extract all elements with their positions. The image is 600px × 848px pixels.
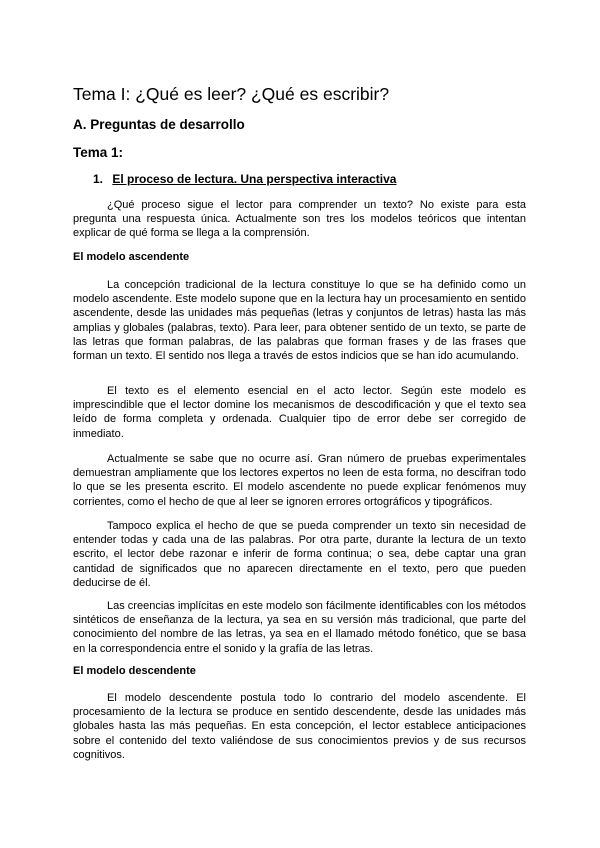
descendente-paragraph-1: El modelo descendente postula todo lo contrario del modelo ascendente. El procesamiento de la lectura se produce en sentido descendente, desde las unidades más globales hasta las más pequeñas. En esta concepción, el lector establece anticipaciones sobre el contenido del texto valiéndose de sus conocimientos previos y de sus recursos cognitivos. [73,692,526,761]
intro-paragraph: ¿Qué proceso sigue el lector para comprender un texto? No existe para esta pregunta una respuesta única. Actualmente son tres los modelos teóricos que intentan explicar de qué forma se llega a la comprensión. [73,199,526,240]
document-title: Tema I: ¿Qué es leer? ¿Qué es escribir? [73,84,390,104]
question-number: 1. [93,172,104,186]
ascendente-paragraph-3: Actualmente se sabe que no ocurre así. Gran número de pruebas experimentales demuestran ampliamente que los lectores expertos no leen de esta forma, no descifran todo lo que se les presenta escrito. El modelo ascendente no puede explicar fenómenos muy corrientes, como el hecho de que al leer se ignoren errores ortográficos y tipográficos. [73,453,526,508]
descendente-heading: El modelo descendente [73,665,196,677]
ascendente-paragraph-5: Las creencias implícitas en este modelo son fácilmente identificables con los métodos sintéticos de enseñanza de la lectura, ya sea en su versión más tradicional, que parte del conocimiento del nombre de las letras, ya sea en el llamado método fonético, que se basa en la correspondencia entre el sonido y la grafía de las letras. [73,600,526,655]
question-title: El proceso de lectura. Una perspectiva interactiva [112,172,397,186]
question-heading [93,172,396,186]
topic-heading: Tema 1: [73,145,124,160]
ascendente-paragraph-4: Tampoco explica el hecho de que se pueda comprender un texto sin necesidad de entender todas y cada una de las palabras. Por otra parte, durante la lectura de un texto escrito, el lector debe razonar e inferir de forma continua; o sea, debe captar una gran cantidad de significados que no aparecen directamente en el texto, pero que pueden deducirse de él. [73,520,526,589]
ascendente-paragraph-2: El texto es el elemento esencial en el acto lector. Según este modelo es imprescindible que el lector domine los mecanismos de descodificación y que el texto sea leído de forma completa y ordenada. Cualquier tipo de error debe ser corregido de inmediato. [73,385,526,440]
ascendente-heading: El modelo ascendente [73,251,190,263]
ascendente-paragraph-1: La concepción tradicional de la lectura constituye lo que se ha definido como un modelo ascendente. Este modelo supone que en la lectura hay un procesamiento en sentido ascendente, desde las unidades más pequeñas (letras y conjuntos de letras) hasta las más amplias y globales (palabras, texto). Para leer, para obtener sentido de un texto, se parte de las letras que forman palabras, de las palabras que forman frases y de las frases que forman un texto. El sentido nos llega a través de estos indicios que se han ido acumulando. [73,279,526,363]
section-heading: A. Preguntas de desarrollo [73,117,245,132]
